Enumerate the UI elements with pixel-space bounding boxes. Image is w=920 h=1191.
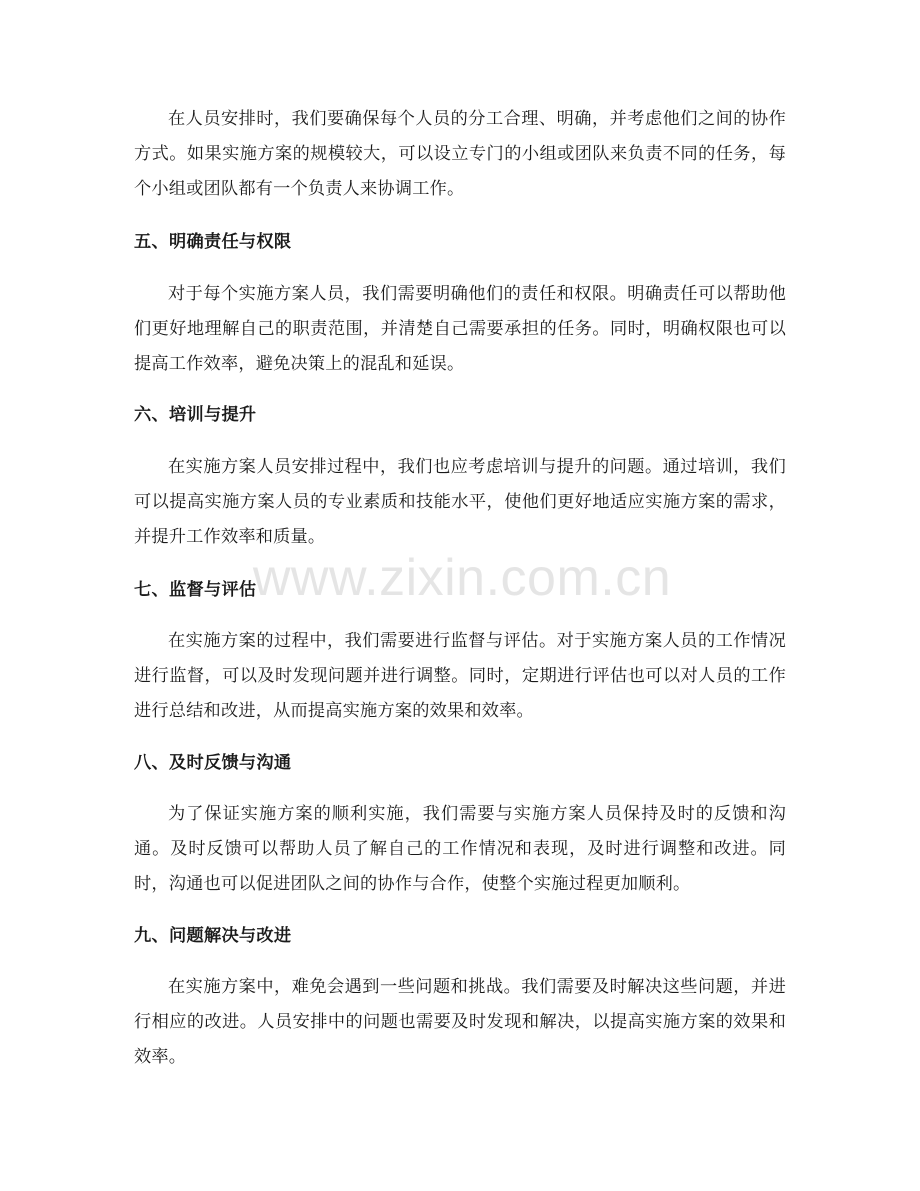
section-9-heading-block <box>134 919 786 954</box>
section-8-body <box>134 797 786 902</box>
section-heading: 八、及时反馈与沟通 <box>134 753 292 773</box>
intro-paragraph: 在人员安排时，我们要确保每个人员的分工合理、明确，并考虑他们之间的协作方式。如果实施方案的规模较大，可以设立专门的小组或团队来负责不同的任务，每个小组或团队都有一个负责人来协调工作。 <box>134 109 786 199</box>
section-6-heading-block <box>134 398 786 433</box>
section-paragraph: 在实施方案人员安排过程中，我们也应考虑培训与提升的问题。通过培训，我们可以提高实施方案人员的专业素质和技能水平，使他们更好地适应实施方案的需求，并提升工作效率和质量。 <box>134 457 786 547</box>
section-5-heading-block <box>134 225 786 260</box>
section-heading: 五、明确责任与权限 <box>134 232 292 252</box>
section-7-heading-block <box>134 573 786 608</box>
section-8-heading-block <box>134 746 786 781</box>
watermark: www.zixin.com.cn <box>252 549 672 607</box>
section-heading: 六、培训与提升 <box>134 405 257 425</box>
section-paragraph: 对于每个实施方案人员，我们需要明确他们的责任和权限。明确责任可以帮助他们更好地理解自己的职责范围，并清楚自己需要承担的任务。同时，明确权限也可以提高工作效率，避免决策上的混乱和延误。 <box>134 284 786 374</box>
section-heading: 九、问题解决与改进 <box>134 926 292 946</box>
section-7-body <box>134 624 786 729</box>
section-paragraph: 为了保证实施方案的顺利实施，我们需要与实施方案人员保持及时的反馈和沟通。及时反馈可以帮助人员了解自己的工作情况和表现，及时进行调整和改进。同时，沟通也可以促进团队之间的协作与合作，使整个实施过程更加顺利。 <box>134 804 786 894</box>
section-5-body <box>134 277 786 382</box>
section-heading: 七、监督与评估 <box>134 580 257 600</box>
section-paragraph: 在实施方案中，难免会遇到一些问题和挑战。我们需要及时解决这些问题，并进行相应的改进。人员安排中的问题也需要及时发现和解决，以提高实施方案的效果和效率。 <box>134 977 786 1067</box>
section-paragraph: 在实施方案的过程中，我们需要进行监督与评估。对于实施方案人员的工作情况进行监督，可以及时发现问题并进行调整。同时，定期进行评估也可以对人员的工作进行总结和改进，从而提高实施方案的效果和效率。 <box>134 631 786 721</box>
section-9-body <box>134 970 786 1075</box>
section-6-body <box>134 450 786 555</box>
intro-block <box>134 102 786 207</box>
